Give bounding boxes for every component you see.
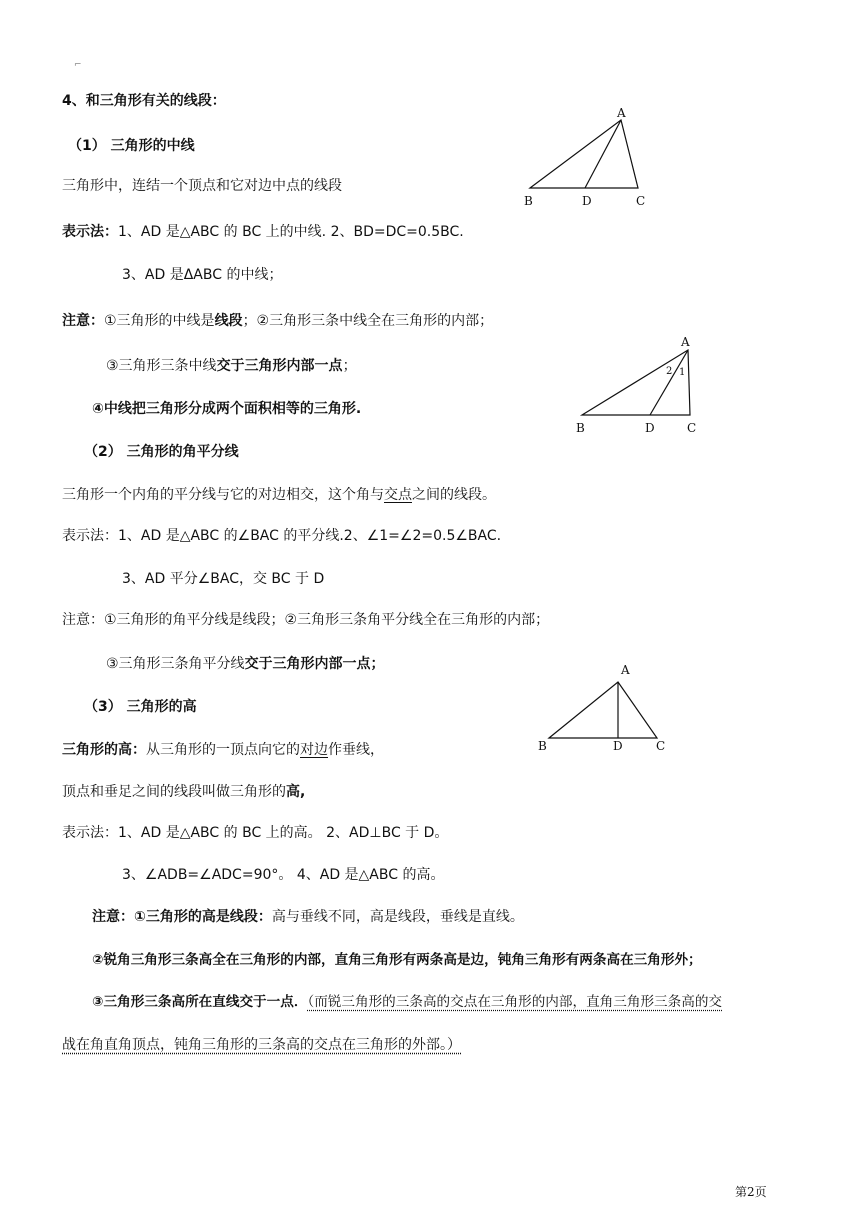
altitude-heading: （3） 三角形的高 <box>84 699 197 715</box>
altitude-note-3-b: （而锐三角形的三条高的交点在三角形的内部，直角三角形三条高的交 <box>307 994 723 1010</box>
altitude-note-1-b: 高与垂线不同，高是线段，垂线是直线。 <box>271 909 524 925</box>
altitude-definition-2 <box>62 783 305 801</box>
median-note-2-b: 交于三角形内部一点 <box>216 358 343 374</box>
fig2-angle-2: 2 <box>666 366 673 377</box>
fig3-label-d: D <box>613 739 623 753</box>
bisector-definition-a: 三角形一个内角的平分线与它的对边相交，这个角与 <box>62 487 384 503</box>
fig1-label-c: C <box>636 194 646 208</box>
fig1-label-d: D <box>582 194 592 208</box>
median-representation-2: 3、AD 是ΔABC 的中线； <box>122 267 283 283</box>
bisector-definition-b: 交点 <box>384 487 412 503</box>
page-number: 第2页 <box>735 1185 767 1199</box>
median-heading: （1） 三角形的中线 <box>68 138 195 154</box>
fig2-label-c: C <box>687 421 697 435</box>
corner-mark: ⌐ <box>74 60 82 70</box>
bisector-note-1: 注意：①三角形的角平分线是线段；②三角形三条角平分线全在三角形的内部； <box>62 612 550 628</box>
altitude-def-c: 作垂线， <box>328 742 384 758</box>
fig1-label-b: B <box>524 194 533 208</box>
altitude-figure <box>535 660 685 765</box>
median-figure <box>515 105 665 215</box>
median-note-1-b: 线段 <box>214 313 243 329</box>
altitude-note-2: ②锐角三角形三条高全在三角形的内部，直角三角形有两条高是边，钝角三角形有两条高在三角形外； <box>92 952 702 968</box>
fig3-label-b: B <box>538 739 547 753</box>
altitude-representation-2: 3、∠ADB=∠ADC=90°。 4、AD 是△ABC 的高。 <box>122 867 445 883</box>
bisector-note-2-b: 交于三角形内部一点； <box>244 656 385 672</box>
fig1-label-a: A <box>617 106 626 120</box>
median-note-3: ④中线把三角形分成两个面积相等的三角形. <box>92 401 362 417</box>
median-note-label: 注意： <box>62 313 104 329</box>
altitude-representation-1: 表示法：1、AD 是△ABC 的 BC 上的高。 2、AD⊥BC 于 D。 <box>62 825 449 841</box>
fig2-label-a: A <box>681 335 690 349</box>
median-note-2 <box>106 357 357 375</box>
altitude-note-1 <box>92 908 524 926</box>
altitude-note-3-a: ③三角形三条高所在直线交于一点． <box>92 994 308 1010</box>
bisector-figure <box>570 330 720 440</box>
median-rep-label: 表示法： <box>62 224 118 240</box>
median-note-2-a: ③三角形三条中线 <box>106 358 217 374</box>
bisector-note-2 <box>106 655 385 673</box>
altitude-note-3 <box>92 993 722 1011</box>
median-note-1-c: ；②三角形三条中线全在三角形的内部； <box>242 313 494 329</box>
fig2-label-d: D <box>645 421 655 435</box>
fig2-label-b: B <box>576 421 585 435</box>
altitude-def-label: 三角形的高： <box>62 742 146 758</box>
median-definition: 三角形中，连结一个顶点和它对边中点的线段 <box>62 178 342 194</box>
bisector-definition-c: 之间的线段。 <box>412 487 496 503</box>
altitude-def-b: 对边 <box>300 742 328 758</box>
median-note-1-a: ①三角形的中线是 <box>104 313 215 329</box>
altitude-note-3-continued: 战在角直角顶点，钝角三角形的三条高的交点在三角形的外部。） <box>62 1037 461 1053</box>
median-rep-1-text: 1、AD 是△ABC 的 BC 上的中线. 2、BD=DC=0.5BC. <box>118 224 464 240</box>
median-note-2-c: ； <box>342 358 357 374</box>
altitude-definition <box>62 741 384 759</box>
altitude-def2-b: 高, <box>286 784 306 800</box>
bisector-representation-2: 3、AD 平分∠BAC，交 BC 于 D <box>122 571 325 587</box>
bisector-representation-1: 表示法：1、AD 是△ABC 的∠BAC 的平分线.2、∠1=∠2=0.5∠BAC. <box>62 528 502 544</box>
altitude-def2-a: 顶点和垂足之间的线段叫做三角形的 <box>62 784 286 800</box>
fig2-angle-1: 1 <box>679 367 686 378</box>
fig3-label-a: A <box>621 663 630 677</box>
altitude-def-a: 从三角形的一顶点向它的 <box>146 742 300 758</box>
median-note-1 <box>62 312 493 330</box>
bisector-note-2-a: ③三角形三条角平分线 <box>106 656 245 672</box>
section-title: 4、和三角形有关的线段： <box>62 93 226 109</box>
fig3-label-c: C <box>656 739 666 753</box>
altitude-note-1-a: 注意：①三角形的高是线段： <box>92 909 272 925</box>
bisector-definition <box>62 486 496 504</box>
bisector-heading: （2） 三角形的角平分线 <box>84 444 239 460</box>
median-representation-1 <box>62 223 464 241</box>
